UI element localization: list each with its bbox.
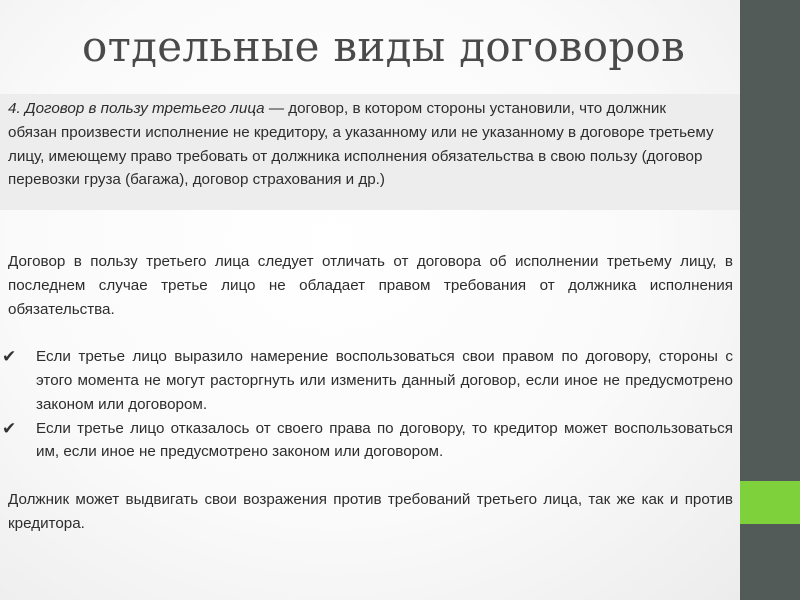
check-list bbox=[2, 345, 733, 464]
slide-body bbox=[2, 250, 733, 536]
checkmark-icon: ✔ bbox=[2, 418, 17, 438]
definition-box bbox=[0, 94, 740, 210]
definition-text: — договор, в котором стороны установили, что должник обязан произвести исполнение не кредитору, а указанному или не указанному в договоре третьему лицу, имеющему право требовать от должника исполнения обязательства в свою пользу (договор перевозки груза (багажа), договор страхования и др.) bbox=[8, 100, 714, 189]
paragraph-spacer bbox=[8, 464, 733, 488]
paragraph-spacer bbox=[8, 321, 733, 345]
sidebar-accent-bar bbox=[740, 481, 800, 524]
paragraph-objections: Должник может выдвигать свои возражения против требований третьего лица, так же как и против кредитора. bbox=[8, 490, 733, 532]
paragraph-distinction: Договор в пользу третьего лица следует отличать от договора об исполнении третьему лицу, в последнем случае третье лицо не обладает правом требования от должника исполнения обязательства. bbox=[8, 253, 733, 318]
list-item bbox=[2, 417, 733, 465]
list-item-text: Если третье лицо отказалось от своего права по договору, то кредитор может воспользоваться им, если иное не предусмотрено законом или договором. bbox=[36, 419, 733, 461]
definition-term: 4. Договор в пользу третьего лица bbox=[8, 100, 265, 117]
checkmark-icon: ✔ bbox=[2, 347, 17, 367]
list-item-text: Если третье лицо выразило намерение воспользоваться свои правом по договору, стороны с этого момента не могут расторгнуть или изменить данный договор, если иное не предусмотрено законом или договором. bbox=[36, 348, 733, 413]
slide-title: отдельные виды договоров bbox=[82, 22, 686, 71]
list-item bbox=[2, 345, 733, 416]
